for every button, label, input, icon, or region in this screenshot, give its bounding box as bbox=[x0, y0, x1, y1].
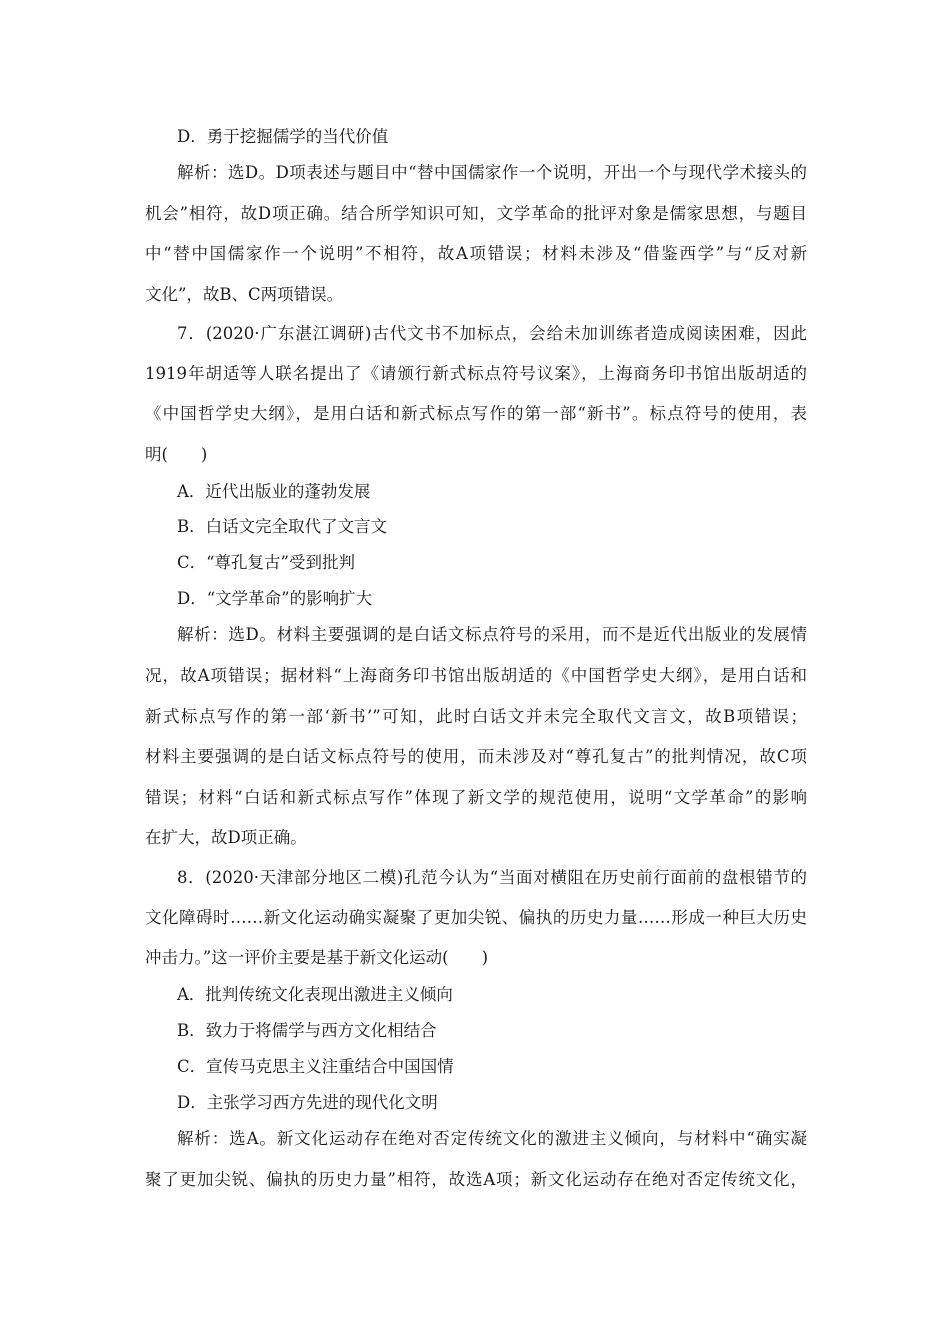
q7-stem-line: 《中国哲学史大纲》，是用白话和新式标点写作的第一部“新书”。标点符号的使用，表 bbox=[145, 404, 807, 423]
q7-option-b: B．白话文完全取代了文言文 bbox=[177, 517, 388, 536]
q8-analysis-line: 聚了更加尖锐、偏执的历史力量”相符，故选A项；新文化运动存在绝对否定传统文化， bbox=[145, 1170, 807, 1189]
q7-stem-line: 1919年胡适等人联名提出了《请颁行新式标点符号议案》，上海商务印书馆出版胡适的 bbox=[145, 364, 807, 383]
q7-analysis-line: 在扩大，故D项正确。 bbox=[145, 828, 307, 847]
q8-stem-line: 8．(2020·天津部分地区二模)孔范今认为“当面对横阻在历史前行面前的盘根错节的 bbox=[177, 868, 807, 887]
q7-analysis-line: 新式标点写作的第一部‘新书’”可知，此时白话文并未完全取代文言文，故B项错误； bbox=[145, 707, 807, 726]
q7-stem-line: 7．(2020·广东湛江调研)古代文书不加标点，会给未加训练者造成阅读困难，因此 bbox=[177, 324, 807, 343]
q8-option-b: B．致力于将儒学与西方文化相结合 bbox=[177, 1021, 437, 1040]
q8-analysis-line: 解析：选A。新文化运动存在绝对否定传统文化的激进主义倾向，与材料中“确实凝 bbox=[177, 1129, 807, 1148]
q8-option-a: A．批判传统文化表现出激进主义倾向 bbox=[177, 985, 453, 1004]
q7-analysis-line: 解析：选D。材料主要强调的是白话文标点符号的采用，而不是近代出版业的发展情 bbox=[177, 625, 807, 644]
q7-analysis-line: 错误；材料“白话和新式标点写作”体现了新文学的规范使用，说明“文学革命”的影响 bbox=[145, 788, 807, 807]
q8-option-d: D．主张学习西方先进的现代化文明 bbox=[177, 1093, 438, 1112]
q6-analysis-line: 解析：选D。D项表述与题目中“替中国儒家作一个说明，开出一个与现代学术接头的 bbox=[177, 163, 807, 182]
q7-option-a: A．近代出版业的蓬勃发展 bbox=[177, 482, 371, 501]
q7-analysis-line: 况，故A项错误；据材料“上海商务印书馆出版胡适的《中国哲学史大纲》，是用白话和 bbox=[145, 666, 807, 685]
q8-stem-line: 冲击力。”这一评价主要是基于新文化运动( ) bbox=[145, 948, 489, 967]
q7-option-c: C．“尊孔复古”受到批判 bbox=[177, 553, 355, 572]
q8-option-c: C．宣传马克思主义注重结合中国国情 bbox=[177, 1057, 454, 1076]
q6-analysis-line: 文化”，故B、C两项错误。 bbox=[145, 285, 344, 304]
q8-stem-line: 文化障碍时……新文化运动确实凝聚了更加尖锐、偏执的历史力量……形成一种巨大历史 bbox=[145, 908, 807, 927]
q6-analysis-line: 机会”相符，故D项正确。结合所学知识可知，文学革命的批评对象是儒家思想，与题目 bbox=[145, 204, 807, 223]
q7-analysis-line: 材料主要强调的是白话文标点符号的使用，而未涉及对“尊孔复古”的批判情况，故C项 bbox=[145, 747, 807, 766]
q7-option-d: D．“文学革命”的影响扩大 bbox=[177, 589, 373, 608]
q6-analysis-line: 中“替中国儒家作一个说明”不相符，故A项错误；材料未涉及“借鉴西学”与“反对新 bbox=[145, 244, 807, 263]
q7-stem-line: 明( ) bbox=[145, 445, 208, 464]
option-d-q6: D．勇于挖掘儒学的当代价值 bbox=[177, 127, 389, 146]
